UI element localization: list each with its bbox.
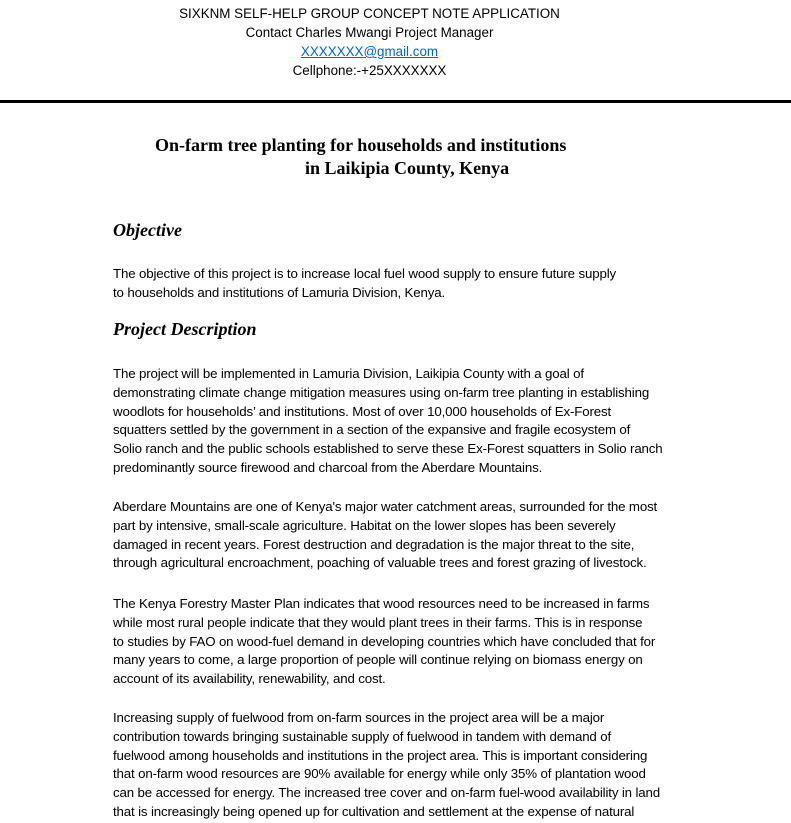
- text-line: that is increasingly being opened up for cultivation and settlement at the expense of natural: [113, 803, 635, 819]
- text-line: woodlots for households’ and institutions. Most of over 10,000 households of Ex-Forest: [113, 403, 612, 419]
- title-line-1: On-farm tree planting for households and institutions: [155, 135, 567, 155]
- header-divider: [0, 100, 791, 103]
- project-description-heading: Project Description: [113, 319, 257, 339]
- description-paragraph-4: [113, 709, 733, 822]
- text-line: to studies by FAO on wood-fuel demand in developing countries which have concluded that for: [113, 633, 656, 649]
- text-line: while most rural people indicate that they would plant trees in their farms. This is in response: [113, 614, 643, 630]
- header-org-title: SIXKNM SELF-HELP GROUP CONCEPT NOTE APPLICATION: [179, 6, 560, 21]
- document-header: [0, 4, 739, 80]
- text-line: damaged in recent years. Forest destruction and degradation is the major threat to the site,: [113, 536, 635, 552]
- description-paragraph-3: [113, 595, 733, 689]
- description-paragraph-2: [113, 498, 733, 573]
- text-line: The Kenya Forestry Master Plan indicates that wood resources need to be increased in farms: [113, 596, 650, 611]
- text-line: contribution towards bringing sustainable supply of fuelwood in tandem with demand of: [113, 728, 612, 744]
- objective-heading: Objective: [113, 220, 182, 240]
- text-line: squatters settled by the government in a section of the expansive and fragile ecosystem of: [113, 422, 631, 438]
- text-line: part by intensive, small-scale agriculture. Habitat on the lower slopes has been severely: [113, 517, 616, 533]
- header-contact: Contact Charles Mwangi Project Manager: [245, 25, 494, 40]
- header-phone: Cellphone:-+25XXXXXXX: [292, 63, 447, 78]
- text-line: through agricultural encroachment, poaching of valuable trees and forest grazing of livestock.: [113, 555, 647, 571]
- text-line: to households and institutions of Lamuria Division, Kenya.: [113, 284, 446, 300]
- text-line: Solio ranch and the public schools established to serve these Ex-Forest squatters in Solio ranch: [113, 441, 663, 457]
- text-line: can be accessed for energy. The increased tree cover and on-farm fuel-wood availability in land: [113, 785, 660, 801]
- text-line: demonstrating climate change mitigation measures using on-farm tree planting in establishing: [113, 384, 650, 400]
- text-line: The project will be implemented in Lamuria Division, Laikipia County with a goal of: [113, 366, 584, 381]
- text-line: predominantly source firewood and charcoal from the Aberdare Mountains.: [113, 459, 543, 475]
- text-line: Increasing supply of fuelwood from on-farm sources in the project area will be a major: [113, 710, 605, 725]
- header-email-link[interactable]: XXXXXXX@gmail.com: [300, 44, 439, 59]
- text-line: many years to come, a large proportion of people will continue relying on biomass energy on: [113, 652, 643, 668]
- title-line-2: in Laikipia County, Kenya: [305, 158, 510, 178]
- text-line: that on-farm wood resources are 90% available for energy while only 35% of plantation wood: [113, 766, 646, 782]
- document-title: [100, 134, 678, 180]
- description-paragraph-1: [113, 365, 733, 478]
- text-line: Aberdare Mountains are one of Kenya's major water catchment areas, surrounded for the most: [113, 499, 658, 514]
- objective-paragraph: [113, 265, 733, 303]
- text-line: The objective of this project is to increase local fuel wood supply to ensure future supply: [113, 266, 616, 281]
- text-line: fuelwood among households and institutions in the project area. This is important considering: [113, 747, 648, 763]
- text-line: account of its availability, renewability, and cost.: [113, 671, 386, 687]
